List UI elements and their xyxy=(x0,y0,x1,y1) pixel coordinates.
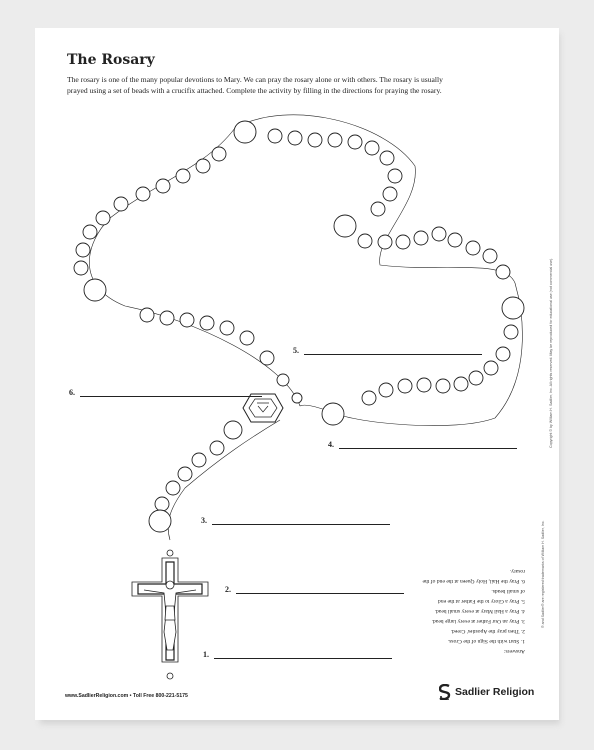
blank-3[interactable] xyxy=(201,516,390,525)
answer-line-text: of small beads. xyxy=(491,588,525,594)
answer-line-text: 5. Pray a Glory to the Father at the end xyxy=(438,598,525,604)
blank-2[interactable] xyxy=(225,585,404,594)
small-bead xyxy=(454,377,468,391)
small-bead xyxy=(260,351,274,365)
answer-key xyxy=(415,566,525,656)
worksheet-page xyxy=(35,28,559,720)
small-bead xyxy=(448,233,462,247)
small-bead xyxy=(380,151,394,165)
small-bead xyxy=(414,231,428,245)
small-bead xyxy=(140,308,154,322)
small-bead xyxy=(220,321,234,335)
worksheet-title: The Rosary xyxy=(67,52,155,68)
small-bead xyxy=(328,133,342,147)
trademark-notice: ® and Sadlier® are registered trademarks of William H. Sadlier, Inc. xyxy=(541,520,545,628)
small-bead xyxy=(192,453,206,467)
footer-contact: www.SadlierReligion.com • Toll Free 800-221-5175 xyxy=(65,693,188,699)
blank-5[interactable] xyxy=(293,346,482,355)
answer-line-text: 2. Then pray the Apostles' Creed. xyxy=(450,628,525,634)
small-bead xyxy=(176,169,190,183)
blank-number: 1. xyxy=(203,650,209,659)
small-bead xyxy=(136,187,150,201)
small-bead xyxy=(371,202,385,216)
small-bead xyxy=(180,313,194,327)
small-bead xyxy=(196,159,210,173)
large-bead xyxy=(334,215,356,237)
blank-number: 6. xyxy=(69,388,75,397)
answer-line[interactable] xyxy=(236,587,404,594)
large-bead xyxy=(322,403,344,425)
small-bead xyxy=(378,235,392,249)
answer-heading: Answers: xyxy=(503,648,525,654)
small-bead xyxy=(277,374,289,386)
blank-number: 2. xyxy=(225,585,231,594)
small-bead xyxy=(436,379,450,393)
small-bead xyxy=(358,234,372,248)
large-bead xyxy=(84,279,106,301)
small-bead xyxy=(388,169,402,183)
small-bead xyxy=(212,147,226,161)
brand-logo xyxy=(439,684,534,700)
small-bead xyxy=(160,311,174,325)
answer-line-text: rosary. xyxy=(509,568,525,574)
small-bead xyxy=(288,131,302,145)
small-bead xyxy=(496,265,510,279)
small-bead xyxy=(76,243,90,257)
large-bead xyxy=(502,297,524,319)
small-bead xyxy=(398,379,412,393)
small-bead xyxy=(348,135,362,149)
blank-number: 4. xyxy=(328,440,334,449)
answer-line-text: 1. Start with the Sign of the Cross. xyxy=(447,638,525,644)
small-bead xyxy=(156,179,170,193)
small-bead xyxy=(383,187,397,201)
large-bead xyxy=(234,121,256,143)
copyright-notice: Copyright © by William H. Sadlier, Inc. All rights reserved. May be reproduced for educational use (not commercial use). xyxy=(549,257,553,448)
small-bead xyxy=(166,481,180,495)
small-bead xyxy=(432,227,446,241)
small-bead xyxy=(155,497,169,511)
small-bead xyxy=(240,331,254,345)
small-bead xyxy=(83,225,97,239)
small-bead xyxy=(496,347,510,361)
small-bead xyxy=(114,197,128,211)
answer-line[interactable] xyxy=(80,390,262,397)
sadlier-logo-icon xyxy=(439,684,451,700)
rosary-centerpiece xyxy=(243,394,283,422)
small-bead xyxy=(178,467,192,481)
answer-line[interactable] xyxy=(214,652,392,659)
small-bead xyxy=(210,441,224,455)
blank-1[interactable] xyxy=(203,650,392,659)
small-bead xyxy=(379,383,393,397)
small-bead xyxy=(484,361,498,375)
small-bead xyxy=(417,378,431,392)
intro-line: The rosary is one of the many popular devotions to Mary. We can pray the rosary alone or with others. The rosary is usually xyxy=(67,75,443,84)
small-bead xyxy=(268,129,282,143)
answer-line-text: 4. Pray a Hail Mary at every small bead. xyxy=(434,608,525,614)
small-bead xyxy=(466,241,480,255)
small-bead xyxy=(96,211,110,225)
small-bead xyxy=(469,371,483,385)
small-bead xyxy=(308,133,322,147)
blank-number: 3. xyxy=(201,516,207,525)
small-bead xyxy=(362,391,376,405)
large-bead xyxy=(149,510,171,532)
answer-line[interactable] xyxy=(339,442,517,449)
small-bead xyxy=(396,235,410,249)
small-bead xyxy=(200,316,214,330)
small-bead xyxy=(74,261,88,275)
large-bead xyxy=(224,421,242,439)
blank-4[interactable] xyxy=(328,440,517,449)
small-bead xyxy=(504,325,518,339)
answer-line[interactable] xyxy=(304,348,482,355)
small-bead xyxy=(292,393,302,403)
small-bead xyxy=(365,141,379,155)
answer-line-text: 3. Pray an Our Father at every large bead. xyxy=(431,618,525,624)
answer-line-text: 6. Pray the Hail, Holy Queen at the end of the xyxy=(422,578,525,584)
blank-number: 5. xyxy=(293,346,299,355)
crucifix xyxy=(132,550,208,679)
brand-name: Sadlier Religion xyxy=(455,686,535,698)
intro-line: prayed using a set of beads with a crucifix attached. Complete the activity by filling in the directions for praying the rosary. xyxy=(67,86,442,95)
answer-line[interactable] xyxy=(212,518,390,525)
small-bead xyxy=(483,249,497,263)
blank-6[interactable] xyxy=(69,388,262,397)
